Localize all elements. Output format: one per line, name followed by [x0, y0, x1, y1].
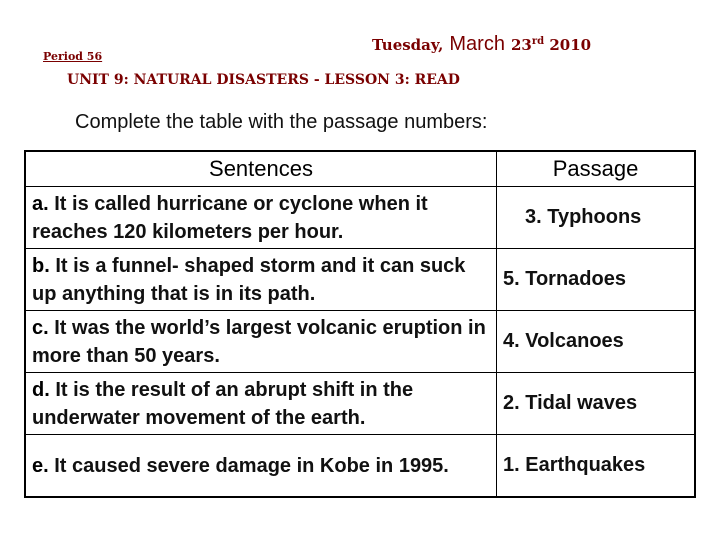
date-day-suffix: rd	[531, 36, 545, 47]
sentence-cell	[25, 249, 497, 311]
date-year: 2010	[549, 36, 592, 54]
sentence-cell	[25, 311, 497, 373]
sentence-cell	[25, 187, 497, 249]
table-row	[25, 187, 695, 249]
passage-cell: 3. Typhoons	[497, 187, 696, 249]
sentence-cell	[25, 373, 497, 435]
sentence-cell	[25, 435, 497, 498]
matching-table	[24, 150, 696, 498]
unit-title	[67, 72, 460, 88]
date-month: March	[449, 33, 505, 55]
sentence-letter: a.	[32, 192, 49, 215]
sentence-text: It is called hurricane or cyclone when it reaches 120 kilometers per hour.	[32, 192, 428, 243]
table-header-row	[25, 151, 695, 187]
instruction-text: Complete the table with the passage numbers:	[75, 111, 488, 133]
header-sentences: Sentences	[25, 151, 497, 187]
sentence-letter: b.	[32, 254, 50, 277]
header-passage: Passage	[497, 151, 696, 187]
table-row	[25, 435, 695, 498]
passage-cell: 2. Tidal waves	[497, 373, 696, 435]
lesson-date	[372, 33, 591, 56]
passage-cell: 5. Tornadoes	[497, 249, 696, 311]
period-label: Period 56	[43, 50, 103, 63]
passage-cell: 1. Earthquakes	[497, 435, 696, 498]
unit-label: UNIT 9: NATURAL DISASTERS -	[67, 72, 320, 88]
date-day: 23	[510, 36, 532, 54]
sentence-letter: e.	[32, 454, 49, 477]
date-weekday: Tuesday,	[372, 36, 444, 54]
table-row	[25, 249, 695, 311]
lesson-label: LESSON 3: READ	[324, 72, 460, 88]
sentence-letter: c.	[32, 316, 49, 339]
sentence-text: It is the result of an abrupt shift in the underwater movement of the earth.	[32, 378, 414, 429]
sentence-text: It caused severe damage in Kobe in 1995.	[48, 454, 449, 477]
sentence-text: It was the world’s largest volcanic eruption in more than 50 years.	[32, 316, 486, 367]
sentence-letter: d.	[32, 378, 50, 401]
passage-cell: 4. Volcanoes	[497, 311, 696, 373]
table-row	[25, 373, 695, 435]
sentence-text: It is a funnel- shaped storm and it can suck up anything that is in its path.	[32, 254, 466, 305]
table-row	[25, 311, 695, 373]
